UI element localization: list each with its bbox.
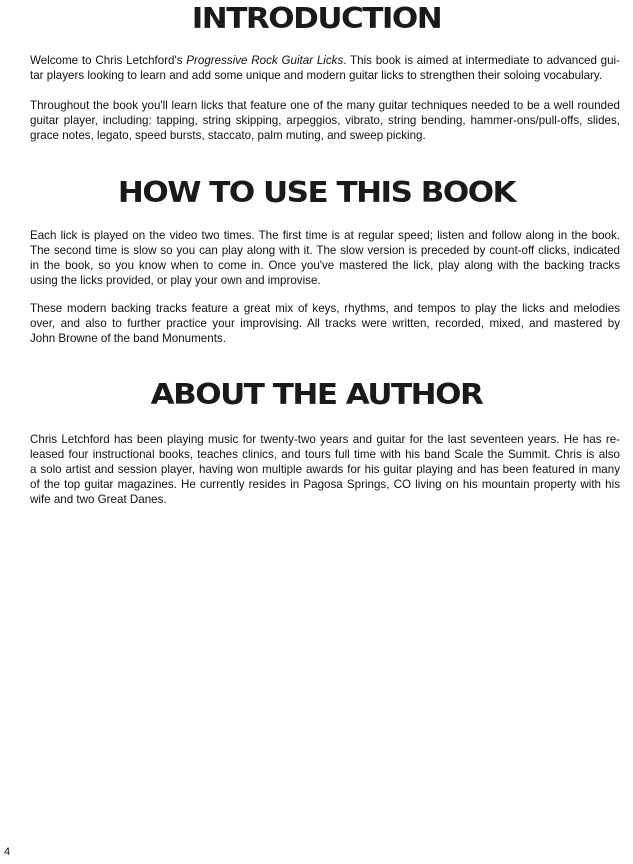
text-line: Chris Letchford has been playing music for twenty-two years and guitar for the last seventeen years. He has re- xyxy=(30,433,620,446)
text-line: over, and also to further practice your improvising. All tracks were written, recorded, mixed, and mastered by xyxy=(30,317,620,330)
book-title-italic: Progressive Rock Guitar Licks xyxy=(186,54,344,67)
text-line: a solo artist and session player, having won multiple awards for his guitar playing and has been featured in many xyxy=(30,463,620,476)
how-to-use-paragraph-1 xyxy=(30,228,620,288)
text-line: leased four instructional books, teaches clinics, and tours full time with his band Scale the Summit. Chris is also xyxy=(30,448,620,461)
text-line: tar players looking to learn and add some unique and modern guitar licks to strengthen their soloing vocabulary. xyxy=(30,69,603,82)
text-line: John Browne of the band Monuments. xyxy=(30,332,226,345)
text-line xyxy=(30,53,620,68)
text-line: These modern backing tracks feature a great mix of keys, rhythms, and tempos to play the licks and melodies xyxy=(30,302,620,315)
text-span: . This book is aimed at intermediate to advanced gui- xyxy=(343,54,620,67)
text-line: The second time is slow so you can play along with it. The slow version is preceded by count-off clicks, indicated xyxy=(30,244,620,257)
how-to-use-paragraph-2 xyxy=(30,301,620,346)
text-line: of the top guitar magazines. He currently resides in Pagosa Springs, CO living on his mountain property with his xyxy=(30,478,620,491)
introduction-paragraph-2 xyxy=(30,98,620,143)
text-span: Welcome to Chris Letchford's xyxy=(30,54,187,67)
text-line: grace notes, legato, speed bursts, staccato, palm muting, and sweep picking. xyxy=(30,129,426,142)
about-author-heading: ABOUT THE AUTHOR xyxy=(150,378,483,412)
about-author-paragraph xyxy=(30,432,620,507)
text-line: Throughout the book you'll learn licks that feature one of the many guitar techniques needed to be a well rounded xyxy=(30,99,620,112)
text-line: wife and two Great Danes. xyxy=(30,493,167,506)
page-number: 4 xyxy=(4,846,11,858)
text-line: in the book, so you know when to come in. Once you've mastered the lick, play along with the backing tracks xyxy=(30,259,620,272)
text-line: guitar player, including: tapping, string skipping, arpeggios, vibrato, string bending, hammer-ons/pull-offs, slides, xyxy=(30,114,620,127)
text-line: Each lick is played on the video two times. The first time is at regular speed; listen and follow along in the book. xyxy=(30,229,620,242)
introduction-paragraph-1 xyxy=(30,53,620,83)
text-line: using the licks provided, or play your own and improvise. xyxy=(30,274,321,287)
how-to-use-heading: HOW TO USE THIS BOOK xyxy=(117,176,516,210)
introduction-heading: INTRODUCTION xyxy=(191,2,442,36)
